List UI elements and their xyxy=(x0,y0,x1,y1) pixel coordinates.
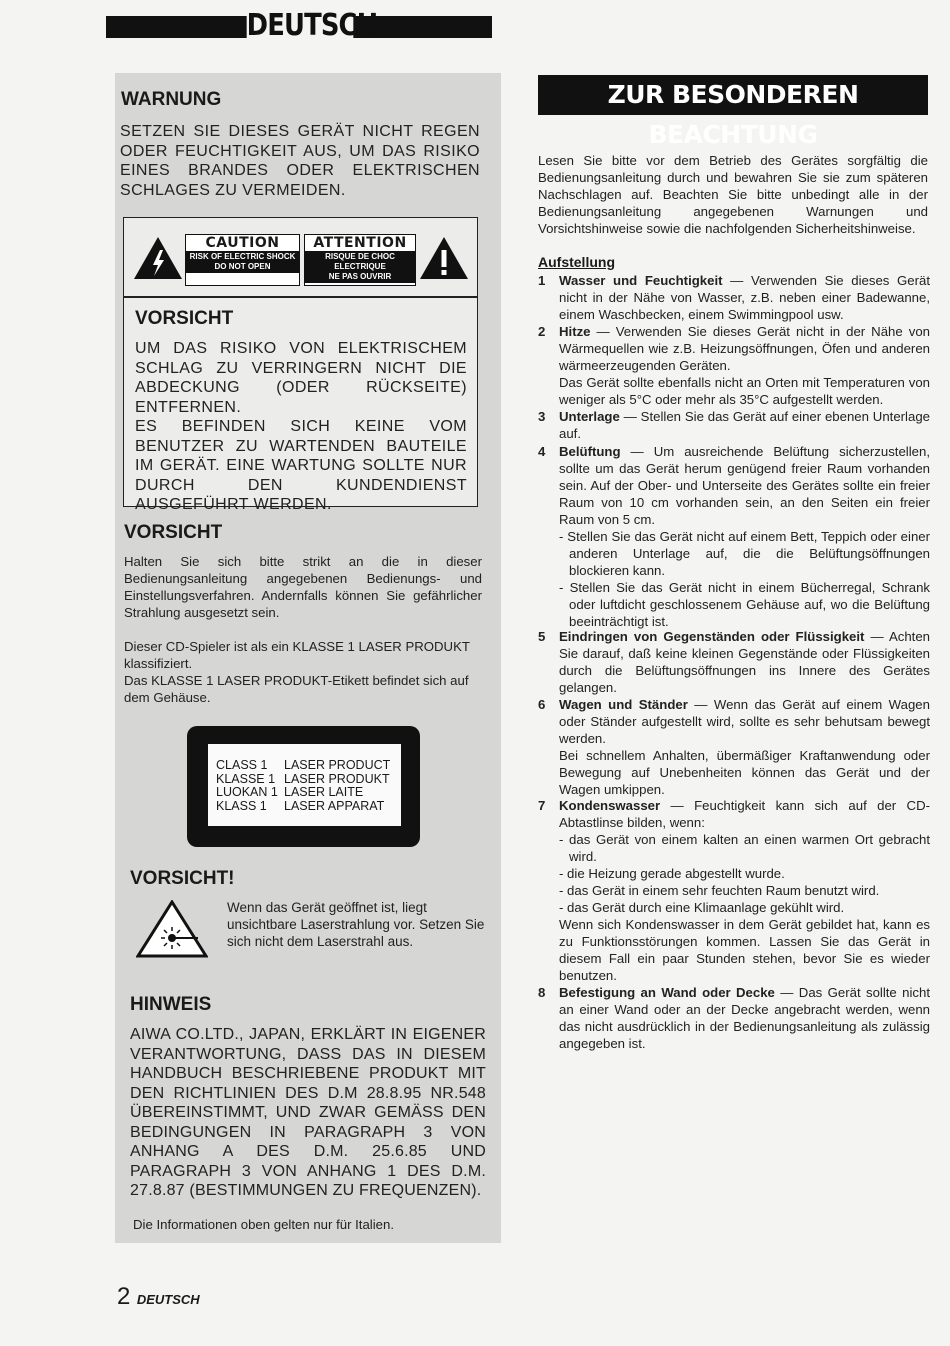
electric-shock-icon xyxy=(133,236,183,285)
item-title: Belüftung xyxy=(559,444,621,459)
item-title: Unterlage xyxy=(559,409,620,424)
item-subpoint: - das Gerät in einem sehr feuchten Raum benutzt wird. xyxy=(559,883,880,898)
laser-type: LASER LAITE xyxy=(284,785,364,799)
item-title: Kondenswasser xyxy=(559,798,661,813)
item-title: Eindringen von Gegenständen oder Flüssigkeit xyxy=(559,629,865,644)
item-text: — Das Gerät sollte nicht an einer Wand oder an der Decke angebracht werden, wenn das nicht ausdrücklich in der Bedienungsanleitung als zulässig angegeben ist. xyxy=(559,985,930,1051)
laser-label-row xyxy=(216,786,401,800)
attention-label-line2: NE PAS OUVRIR xyxy=(328,272,392,281)
laser-class: KLASS 1 xyxy=(216,798,267,813)
item-text: — Verwenden Sie dieses Gerät nicht in der Nähe von Wärmequellen wie z.B. Heizungsöffnungen, Öfen und anderen wärmeerzeugenden Geräten. xyxy=(559,324,930,373)
laser-label-row xyxy=(216,773,401,787)
safety-item xyxy=(538,443,930,630)
item-text: — Verwenden Sie dieses Gerät nicht in der Nähe von Wasser, z.B. neben einer Badewanne, einem Waschbecken, einem Swimmingpool usw. xyxy=(559,273,930,322)
safety-item xyxy=(538,696,930,798)
vorsicht-text-1b: ES BEFINDEN SICH KEINE VOM BENUTZER ZU WARTENDEN BAUTEILE IM GERÄT. EINE WARTUNG SOLLTE NUR DURCH DEN KUNDENDIENST AUSGEFÜHRT WERDEN. xyxy=(135,418,467,513)
hinweis-heading: HINWEIS xyxy=(130,994,212,1015)
item-text: — Feuchtigkeit kann sich auf der CD-Abtastlinse bilden, wenn: xyxy=(559,798,930,830)
safety-item xyxy=(538,408,930,442)
section-title: Aufstellung xyxy=(538,254,615,270)
language-title: DEUTSCH xyxy=(246,8,378,43)
item-text: — Stellen Sie das Gerät auf einer ebenen Unterlage auf. xyxy=(559,409,930,441)
item-number: 3 xyxy=(538,409,546,424)
warnung-text: SETZEN SIE DIESES GERÄT NICHT REGEN ODER FEUCHTIGKEIT AUS, UM DAS RISIKO EINES BRANDES ODER ELEKTRISCHEN SCHLAGES ZU VERMEIDEN. xyxy=(120,123,480,199)
laser-type: LASER PRODUKT xyxy=(284,771,390,786)
item-subpoint: - Stellen Sie das Gerät nicht auf einem Bett, Teppich oder einer anderen Unterlage auf, die die Belüftungsöffnungen blockieren kann. xyxy=(559,529,930,578)
exclamation-icon xyxy=(419,236,469,285)
item-number: 5 xyxy=(538,629,546,644)
safety-item xyxy=(538,628,930,696)
item-text: — Wenn das Gerät auf einem Wagen oder Ständer aufgestellt wird, sollte es sehr behutsam bewegt werden. xyxy=(559,697,930,746)
laser-class-text: Dieser CD-Spieler ist als ein KLASSE 1 LASER PRODUKT klassifiziert. xyxy=(124,639,470,671)
caution-label xyxy=(185,234,300,286)
item-subpoint: - das Gerät von einem kalten an einen warmen Ort gebracht wird. xyxy=(559,832,930,864)
laser-class: LUOKAN 1 xyxy=(216,785,278,799)
laser-radiation-icon xyxy=(136,900,208,963)
item-number: 1 xyxy=(538,273,546,288)
intro-paragraph: Lesen Sie bitte vor dem Betrieb des Gerätes sorgfältig die Bedienungsanleitung durch und bewahren Sie sie zum späteren Nachschlagen auf. Beachten Sie bitte unbedingt alle in der Bedienungsanleitung angegebenen Warnungen und Vorsichtshinweise sowie die nachfolgenden Sicherheitshinweise. xyxy=(538,153,928,236)
laser-label-location-text: Das KLASSE 1 LASER PRODUKT-Etikett befindet sich auf dem Gehäuse. xyxy=(124,673,469,705)
vorsicht-heading-1: VORSICHT xyxy=(135,308,234,329)
laser-label-row xyxy=(216,759,401,773)
laser-type: LASER APPARAT xyxy=(284,798,385,813)
laser-label-list xyxy=(216,759,401,813)
caution-label-line1: RISK OF ELECTRIC SHOCK xyxy=(189,252,296,261)
item-subpoint: - Stellen Sie das Gerät nicht in einem Bücherregal, Schrank oder luftdicht geschlossenem Gehäuse auf, wo die Belüftung beeinträchtigt ist. xyxy=(559,580,930,629)
italien-note: Die Informationen oben gelten nur für Italien. xyxy=(133,1217,394,1232)
hinweis-text: AIWA CO.LTD., JAPAN, ERKLÄRT IN EIGENER VERANTWORTUNG, DASS DAS IN DIESEM HANDBUCH BESCHRIEBENE PRODUKT MIT DEN RICHTLINIEN DES D.M 28.8.95 NR.548 ÜBEREINSTIMMT, UND ZWAR GEMÄSS DEN BEDINGUNGEN IN PARAGRAPH 3 VON ANHANG A DES D.M. 25.6.85 UND PARAGRAPH 3 VON ANHANG 1 DES D.M. 27.8.87 (BESTIMMUNGEN ZU FREQUENZEN). xyxy=(130,1026,486,1199)
item-extra: Bei schnellem Anhalten, übermäßiger Kraftanwendung oder Bewegung auf Unebenheiten können das Gerät und der Wagen umkippen. xyxy=(559,748,930,797)
page-number: 2 xyxy=(117,1283,131,1310)
item-title: Befestigung an Wand oder Decke xyxy=(559,985,775,1000)
item-text: — Um ausreichende Belüftung sicherzustellen, sollte um das Gerät herum genügend freier Raum vorhanden sein. Auf der Ober- und Unterseite des Gerätes sollte ein freier Raum von 10 cm vorhanden sein, an den Seiten ein freier Raum von 5 cm. xyxy=(559,444,930,527)
safety-item xyxy=(538,984,930,1052)
safety-item xyxy=(538,323,930,408)
item-number: 2 xyxy=(538,324,546,339)
item-number: 4 xyxy=(538,444,546,459)
vorsicht-heading-3: VORSICHT! xyxy=(130,868,235,889)
caution-label-line2: DO NOT OPEN xyxy=(214,262,271,271)
attention-label-line1: RISQUE DE CHOC ELECTRIQUE xyxy=(325,252,395,271)
vorsicht-text-3: Wenn das Gerät geöffnet ist, liegt unsichtbare Laserstrahlung vor. Setzen Sie sich nicht dem Laserstrahl aus. xyxy=(227,900,485,949)
attention-label xyxy=(304,234,416,286)
laser-label-row xyxy=(216,800,401,814)
caution-divider xyxy=(123,296,478,298)
laser-class: CLASS 1 xyxy=(216,758,268,772)
item-number: 7 xyxy=(538,798,546,813)
right-banner-title: ZUR BESONDEREN BEACHTUNG xyxy=(607,80,859,149)
footer-language: DEUTSCH xyxy=(136,1292,200,1307)
item-number: 6 xyxy=(538,697,546,712)
attention-label-title: ATTENTION xyxy=(313,235,407,251)
caution-label-title: CAUTION xyxy=(205,235,280,251)
vorsicht-heading-2: VORSICHT xyxy=(124,522,223,543)
item-subpoint: - das Gerät durch eine Klimaanlage gekühlt wird. xyxy=(559,900,845,915)
safety-item xyxy=(538,797,930,984)
vorsicht-text-2: Halten Sie sich bitte strikt an die in dieser Bedienungsanleitung angegebenen Bedienungs- und Einstellungsverfahren. Andernfalls können Sie gefährlicher Strahlung ausgesetzt sein. xyxy=(124,554,482,620)
page-footer xyxy=(117,1283,200,1311)
item-title: Wagen und Ständer xyxy=(559,697,688,712)
laser-type: LASER PRODUCT xyxy=(284,758,391,772)
item-text: — Achten Sie darauf, daß keine kleinen Gegenstände oder Flüssigkeiten durch die Belüftungsöffnungen ins Innere des Gerätes gelangen. xyxy=(559,629,931,695)
item-title: Wasser und Feuchtigkeit xyxy=(559,273,723,288)
safety-item xyxy=(538,272,930,323)
item-extra: Wenn sich Kondenswasser in dem Gerät gebildet hat, kann es zu Funktionsstörungen kommen. Lassen Sie das Gerät in diesem Fall ein paar Stunden stehen, bevor Sie es wieder benutzen. xyxy=(559,917,930,983)
vorsicht-text-1a: UM DAS RISIKO VON ELEKTRISCHEM SCHLAG ZU VERRINGERN NICHT DIE ABDECKUNG (ODER RÜCKSEITE) ENTFERNEN. xyxy=(135,340,467,416)
item-number: 8 xyxy=(538,985,546,1000)
item-subpoint: - die Heizung gerade abgestellt wurde. xyxy=(559,866,785,881)
warnung-heading: WARNUNG xyxy=(121,89,222,110)
item-title: Hitze xyxy=(559,324,591,339)
item-extra: Das Gerät sollte ebenfalls nicht an Orten mit Temperaturen von weniger als 5°C oder mehr als 35°C aufgestellt werden. xyxy=(559,375,930,407)
laser-class: KLASSE 1 xyxy=(216,771,276,786)
